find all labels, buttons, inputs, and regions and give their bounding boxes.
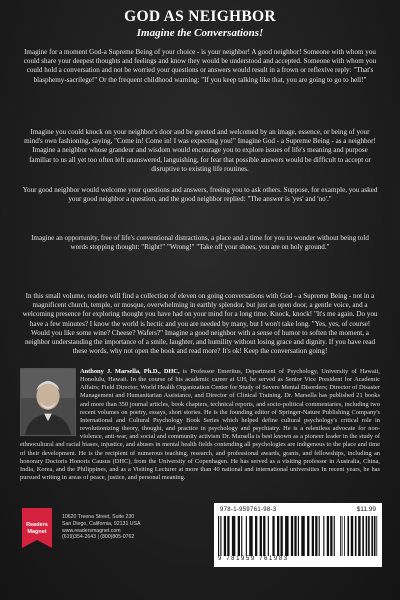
- blurb-paragraph-3: Your good neighbor would welcome your questions and answers, freeing you to ask others. Suppose, for example, you asked your good neighbor a question, and the good neighbor replied: "The answer is 'yes' and 'no'.": [22, 186, 378, 204]
- barcode-bar: [277, 516, 279, 556]
- isbn-digits: 9 781959 761983: [218, 556, 289, 562]
- barcode-bar: [340, 516, 341, 556]
- barcode-bar: [301, 516, 304, 556]
- barcode-bar: [319, 516, 320, 556]
- barcode-bar: [347, 516, 349, 556]
- publisher-address-line-2: San Diego, California, 92131 USA: [62, 520, 141, 527]
- barcode-bar: [220, 516, 221, 556]
- barcode-bar: [285, 516, 288, 556]
- barcode-bar: [351, 516, 353, 556]
- svg-text:Magnet: Magnet: [27, 529, 47, 535]
- price-barcode: [340, 516, 378, 556]
- barcode-bar: [268, 516, 269, 556]
- barcode-bar: [224, 516, 226, 556]
- barcode-bar: [368, 516, 370, 556]
- barcode-bar: [232, 516, 235, 556]
- barcode-bar: [366, 516, 368, 556]
- author-name: Anthony J. Marsella, Ph.D., DHC,: [80, 368, 180, 375]
- barcode-bar: [362, 516, 364, 556]
- barcode-bar: [298, 516, 299, 556]
- barcode-box: [214, 503, 382, 567]
- barcode-bar: [371, 516, 373, 556]
- barcode-bar: [330, 516, 332, 556]
- barcode-bar: [344, 516, 345, 556]
- barcode-bar: [238, 516, 240, 556]
- barcode-bar: [260, 516, 262, 556]
- barcode-bar: [376, 516, 377, 556]
- barcode-bar: [358, 516, 360, 556]
- barcode-bar: [263, 516, 265, 556]
- isbn-label: 978-1-959761-98-3: [220, 507, 277, 513]
- publisher-website: www.readersmagnet.com: [62, 527, 121, 534]
- blurb-paragraph-1: Imagine for a moment God-a Supreme Being of your choice - is your neighbor! A good neighbor! Someone with whom you could share your deepest thoughts and feelings and know they would be understood and accepted. Someone with whom you could hold a conversation and not be worried your questions or answers would result in a frown or reflexive reply: "That's blasphemy-sacrilege!" Or the frequent childhood warning: "If you keep talking like that, you are going to go to hell!": [23, 48, 377, 84]
- svg-text:Readers: Readers: [26, 522, 48, 528]
- publisher-phone: (619)354-2643 | (800)805-0762: [62, 534, 135, 541]
- publisher-info: [62, 514, 192, 541]
- publisher-address-line-1: 10620 Treena Street, Suite 230: [62, 514, 135, 520]
- barcode-bar: [334, 516, 335, 556]
- author-bio: [20, 368, 380, 482]
- barcode-bar: [294, 516, 296, 556]
- barcode-bar: [323, 516, 324, 556]
- book-title: GOD AS NEIGHBOR: [124, 8, 276, 25]
- readers-magnet-badge-icon: [22, 508, 52, 548]
- price-label: $11.99: [356, 506, 376, 513]
- price-barcode-icon: [340, 516, 378, 556]
- barcode-bar: [280, 516, 282, 556]
- author-bio-text: is Professor Emeritus, Department of Psychology, University of Hawaii, Honolulu, Hawaii. In the course of his academic career at UH, he served as Senior Vice President for Academic Affairs; Field Director, World Health Organization Center for Study of Severe Mental Disorders; Director of Disaster Management and Humanitarian Assistance, and Director of Clinical Training. Dr. Marsella has published 21 books and more than 350 journal articles, book chapters, technical reports, and socio-political commentaries, including two recent volumes on poetry, essays, short stories. He is the founding editor of Springer-Nature Publishing Company's International and Cultural Psychology Book Series which helped define cultural psychology's critical role in revolutionizing theory, thought, and practice in psychology and psychiatry. He is a relentless advocate for non-violence, anti-war, and social and community activism Dr. Marsella is best known as a pioneer leader in the study of ethnocultural and racial biases, injustice, and abuses in mental health fields contending all psychologies are indigenous to the place and time of their development. He is the recipient of numerous teaching, research, and professional awards, grants, and fellowships, including an honorary Doctoris Honoris Causus (DHC), from the University of Copenhagen. He has served as a visiting professor in Australia, China, India, Korea, and the Philippines, and as a Visiting Lecturer at more than 40 national and international universities In recent years, he has pursued writing in areas of peace, justice, and personal meaning.: [20, 368, 380, 482]
- barcode-bar: [312, 516, 314, 556]
- publisher-logo: [22, 508, 52, 548]
- blurb-paragraph-5: In this small volume, readers will find a collection of eleven on going conversations with God - a Supreme Being - not in a magnificent church, temple, or mosque, overwhelming in earthly splendor, but just an open door, a gentle voice, and a welcoming presence for exploring thought you have had on your mind for a long time. Knock, knock! "It's me again. Do you have a few minutes? I know the world is hectic and you are needed by many, but I won't take long. "Yes, yes, of course! Would you like some wine? Cheese? Wafers?" Imagine a good neighbor with a sense of humor to soften the moment, a neighbor understanding the importance of a smile, laughter, and humility without losing grace and dignity. If you have read these words, why not open the book and read more? It's ok! Keep the conversation going!: [22, 292, 378, 356]
- barcode-bar: [342, 516, 343, 556]
- barcode-bar: [227, 516, 229, 556]
- barcode-bar: [355, 516, 357, 556]
- isbn-barcode-icon: [218, 516, 336, 556]
- barcode-bar: [255, 516, 257, 556]
- barcode-bar: [246, 516, 247, 556]
- barcode-bar: [307, 516, 309, 556]
- barcode-bar: [315, 516, 317, 556]
- barcode-bar: [241, 516, 242, 556]
- barcode-bar: [249, 516, 252, 556]
- barcode-bar: [291, 516, 293, 556]
- book-subtitle: Imagine the Conversations!: [136, 27, 264, 39]
- barcode-bar: [272, 516, 274, 556]
- blurb-paragraph-2: Imagine you could knock on your neighbor's door and be greeted and welcomed by an image, essence, or being of your mind's own fashioning, saying, "Come in! Come in! I was expecting you!" Imagine God - a Supreme Being - as a neighbor! Imagine a neighbor whose grandeur and wisdom would encourage you to explore issues of life's meaning and purpose familiar to us all yet too often left unanswered, languishing, for fear that possible answers would be difficult to accept or disruptive to existing life routines.: [24, 128, 376, 173]
- barcode-bar: [218, 516, 219, 556]
- blurb-paragraph-4: Imagine an opportunity, free of life's conventional distractions, a place and a time for you to wonder without being told words stopping thought: "Right!" "Wrong!" "Take off your shoes, you are on holy ground.": [31, 234, 369, 252]
- barcode-bar: [374, 516, 376, 556]
- barcode-bar: [327, 516, 329, 556]
- isbn-barcode: [218, 516, 336, 556]
